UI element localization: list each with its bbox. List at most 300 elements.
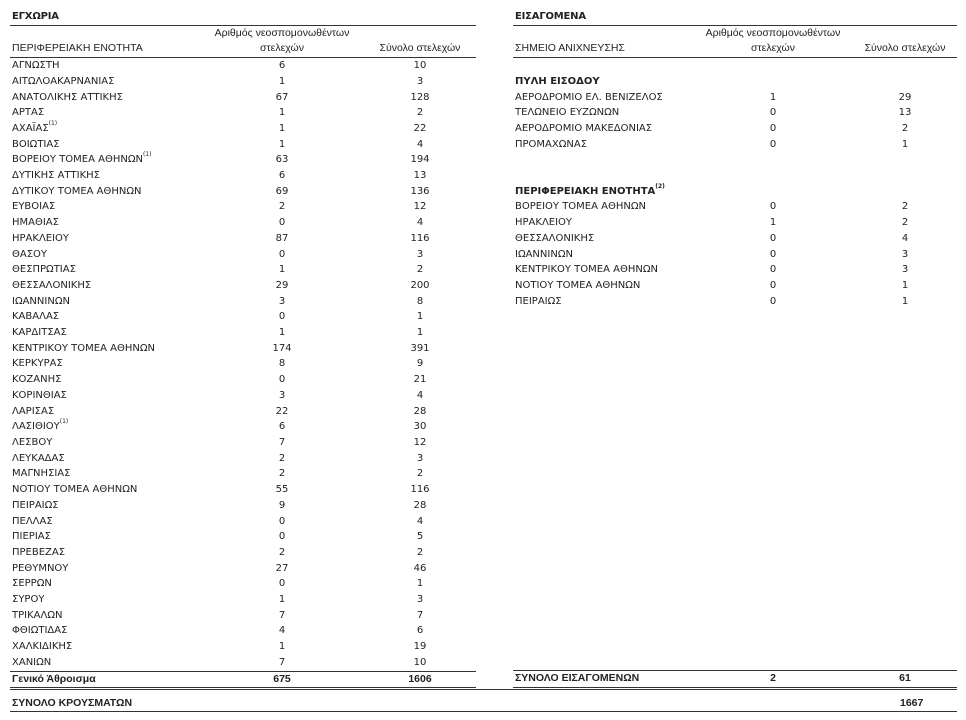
total-isolates-value: 4: [416, 217, 424, 229]
table-row: [10, 498, 476, 514]
region-name: [10, 58, 200, 74]
new-isolates-value: 0: [769, 295, 777, 307]
region-name-text: ΗΡΑΚΛΕΙΟΥ: [12, 232, 70, 244]
total-isolates-value: 19: [413, 641, 427, 653]
region-name: [10, 152, 200, 168]
region-name-text: ΕΥΒΟΙΑΣ: [12, 201, 56, 213]
footnote-marker: (1): [59, 418, 69, 426]
table-row: [513, 105, 957, 121]
new-isolates-value: 3: [278, 295, 286, 307]
new-isolates-value: 9: [278, 499, 286, 511]
spacer-cell: [513, 58, 957, 74]
header-row-bottom: [10, 41, 476, 57]
table-row: [10, 608, 476, 624]
new-isolates-value: 0: [769, 248, 777, 260]
new-isolates-value: 0: [278, 248, 286, 260]
table-row: [10, 435, 476, 451]
total-isolates-value: 1: [901, 279, 909, 291]
table-row: [10, 545, 476, 561]
region-name: [10, 215, 200, 231]
table-row: [10, 199, 476, 215]
table-row: [10, 482, 476, 498]
total-isolates-value: 7: [416, 609, 424, 621]
new-isolates-value: 0: [278, 374, 286, 386]
spacer-cell: [513, 639, 957, 655]
total-row: [513, 671, 957, 688]
spacer-cell: [513, 341, 957, 357]
table-row: [10, 294, 476, 310]
spacer-row: [513, 58, 957, 74]
region-name: [10, 655, 200, 671]
region-name: [10, 435, 200, 451]
new-isolates-value: 27: [275, 562, 289, 574]
table-row: [10, 105, 476, 121]
new-isolates-value: 0: [278, 515, 286, 527]
table-row: [10, 404, 476, 420]
region-name-text: ΧΑΛΚΙΔΙΚΗΣ: [12, 641, 73, 653]
region-name-text: ΑΡΤΑΣ: [12, 107, 45, 119]
new-isolates-value: 174: [272, 342, 292, 354]
spacer-cell: [513, 560, 957, 576]
spacer-cell: [513, 545, 957, 561]
total-isolates-value: 1: [901, 138, 909, 150]
total-isolates-value: 2: [901, 122, 909, 134]
total-label: ΣΥΝΟΛΟ ΕΙΣΑΓΟΜΕΝΩΝ: [513, 671, 693, 688]
total-isolates-value: 194: [410, 154, 430, 166]
region-name: [10, 309, 200, 325]
table-row: [10, 372, 476, 388]
total-isolates-value: 116: [410, 232, 430, 244]
spacer-cell: [513, 309, 957, 325]
total-isolates-value: 2: [901, 217, 909, 229]
new-isolates-value: 1: [278, 138, 286, 150]
new-isolates-value: 0: [769, 138, 777, 150]
total-isolates-value: 30: [413, 421, 427, 433]
new-isolates-value: 0: [769, 279, 777, 291]
grand-total-row: [10, 696, 957, 712]
spacer-cell: [513, 607, 957, 623]
region-name-text: ΘΕΣΣΑΛΟΝΙΚΗΣ: [12, 279, 92, 291]
total-isolates-value: 3: [416, 75, 424, 87]
region-name-text: ΛΑΡΙΣΑΣ: [12, 405, 55, 417]
spacer-cell: [513, 388, 957, 404]
total-isolates-value: 4: [416, 515, 424, 527]
region-name-text: ΒΟΡΕΙΟΥ ΤΟΜΕΑ ΑΘΗΝΩΝ: [515, 201, 646, 213]
new-isolates-value: 67: [275, 91, 289, 103]
new-isolates-value: 0: [278, 311, 286, 323]
region-name-text: ΒΟΡΕΙΟΥ ΤΟΜΕΑ ΑΘΗΝΩΝ: [12, 154, 143, 166]
total-isolates-value: 5: [416, 531, 424, 543]
table-row: [513, 262, 957, 278]
table-row: [513, 231, 957, 247]
region-name-text: ΤΡΙΚΑΛΩΝ: [12, 609, 63, 621]
total-row: [10, 671, 476, 688]
total-all-value: 61: [853, 671, 957, 688]
grand-total-top-rule: [10, 689, 957, 690]
spacer-cell: [513, 466, 957, 482]
spacer-row: [513, 341, 957, 357]
region-name: [10, 419, 200, 435]
table-row: [10, 184, 476, 200]
spacer-cell: [513, 168, 957, 184]
region-name-text: ΘΑΣΟΥ: [12, 248, 48, 260]
total-isolates-value: 1: [901, 295, 909, 307]
total-isolates-value: 4: [901, 232, 909, 244]
spacer-cell: [513, 482, 957, 498]
group-title-text: ΠΕΡΙΦΕΡΕΙΑΚΗ ΕΝΟΤΗΤΑ: [515, 185, 656, 197]
spacer-row: [513, 309, 957, 325]
new-isolates-value: 1: [278, 264, 286, 276]
region-name-text: ΒΟΙΩΤΙΑΣ: [12, 138, 60, 150]
new-isolates-value: 4: [278, 625, 286, 637]
new-isolates-value: 22: [275, 405, 289, 417]
region-name-text: ΦΘΙΩΤΙΔΑΣ: [12, 625, 68, 637]
region-name-text: ΚΕΝΤΡΙΚΟΥ ΤΟΜΕΑ ΑΘΗΝΩΝ: [12, 342, 155, 354]
region-name: [513, 231, 693, 247]
spacer-row: [513, 482, 957, 498]
region-name: [10, 325, 200, 341]
region-name: [10, 576, 200, 592]
new-isolates-value: 1: [769, 217, 777, 229]
region-name: [10, 137, 200, 153]
total-isolates-value: 3: [901, 248, 909, 260]
section-title-row: [10, 9, 476, 25]
total-isolates-value: 3: [416, 594, 424, 606]
total-isolates-value: 46: [413, 562, 427, 574]
table-row: [10, 325, 476, 341]
table-row: [10, 58, 476, 74]
column-header-new-top: Αριθμός νεοσπομονωθέντων: [214, 26, 350, 39]
total-isolates-value: 200: [410, 279, 430, 291]
region-name: [513, 90, 693, 106]
total-isolates-value: 1: [416, 311, 424, 323]
group-title-entry-point: ΠΥΛΗ ΕΙΣΟΔΟΥ: [515, 75, 600, 87]
spacer-cell: [513, 529, 957, 545]
total-isolates-value: 21: [413, 374, 427, 386]
table-row: [10, 576, 476, 592]
total-isolates-value: 13: [898, 107, 912, 119]
region-name-text: ΔΥΤΙΚΗΣ ΑΤΤΙΚΗΣ: [12, 170, 100, 182]
region-name-text: ΠΕΙΡΑΙΩΣ: [515, 295, 562, 307]
region-name: [513, 262, 693, 278]
region-name: [10, 199, 200, 215]
spacer-row: [513, 623, 957, 639]
region-name: [10, 592, 200, 608]
grand-total-value: 1667: [900, 697, 924, 709]
table-row: [10, 623, 476, 639]
table-row: [10, 278, 476, 294]
column-header-total: Σύνολο στελεχών: [853, 41, 957, 57]
region-name-text: ΧΑΝΙΩΝ: [12, 656, 52, 668]
new-isolates-value: 0: [769, 122, 777, 134]
new-isolates-value: 55: [275, 484, 289, 496]
spacer-cell: [513, 498, 957, 514]
new-isolates-value: 1: [278, 327, 286, 339]
spacer-row: [513, 466, 957, 482]
region-name-text: ΚΟΡΙΝΘΙΑΣ: [12, 389, 67, 401]
total-isolates-value: 1: [416, 327, 424, 339]
spacer-row: [513, 388, 957, 404]
group-title-row: [513, 74, 957, 90]
domestic-cases-table: [10, 9, 476, 688]
column-header-region: ΠΕΡΙΦΕΡΕΙΑΚΗ ΕΝΟΤΗΤΑ: [10, 41, 200, 57]
region-name: [10, 184, 200, 200]
region-name-text: ΛΕΥΚΑΔΑΣ: [12, 452, 65, 464]
total-isolates-value: 116: [410, 484, 430, 496]
total-isolates-value: 3: [416, 248, 424, 260]
imported-cases-table: [513, 9, 957, 688]
region-name-text: ΑΙΤΩΛΟΑΚΑΡΝΑΝΙΑΣ: [12, 75, 115, 87]
spacer-cell: [513, 403, 957, 419]
spacer-row: [513, 529, 957, 545]
table-row: [513, 294, 957, 310]
region-name: [10, 341, 200, 357]
region-name-text: ΘΕΣΣΑΛΟΝΙΚΗΣ: [515, 232, 595, 244]
table-row: [10, 231, 476, 247]
new-isolates-value: 29: [275, 279, 289, 291]
total-isolates-value: 2: [416, 468, 424, 480]
spacer-row: [513, 576, 957, 592]
spacer-row: [513, 513, 957, 529]
region-name: [10, 356, 200, 372]
region-name-text: ΚΑΡΔΙΤΣΑΣ: [12, 327, 67, 339]
table-row: [513, 90, 957, 106]
region-name: [513, 247, 693, 263]
total-isolates-value: 128: [410, 91, 430, 103]
new-isolates-value: 1: [278, 122, 286, 134]
region-name: [513, 121, 693, 137]
spacer-row: [513, 654, 957, 670]
region-name-text: ΣΥΡΟΥ: [12, 594, 45, 606]
table-row: [10, 152, 476, 168]
region-name: [513, 294, 693, 310]
table-row: [10, 561, 476, 577]
region-name: [513, 278, 693, 294]
header-row-bottom: [513, 41, 957, 57]
table-row: [10, 466, 476, 482]
spacer-row: [513, 372, 957, 388]
region-name: [10, 482, 200, 498]
total-isolates-value: 136: [410, 185, 430, 197]
spacer-row: [513, 545, 957, 561]
region-name: [10, 623, 200, 639]
new-isolates-value: 87: [275, 232, 289, 244]
table-row: [10, 74, 476, 90]
total-label: Γενικό Άθροισμα: [10, 671, 200, 688]
region-name: [10, 451, 200, 467]
new-isolates-value: 0: [769, 201, 777, 213]
total-isolates-value: 10: [413, 60, 427, 72]
region-name: [10, 514, 200, 530]
table-row: [10, 529, 476, 545]
region-name: [10, 466, 200, 482]
table-row: [10, 451, 476, 467]
table-row: [513, 137, 957, 153]
table-row: [10, 262, 476, 278]
region-name-text: ΣΕΡΡΩΝ: [12, 578, 52, 590]
region-name-text: ΑΓΝΩΣΤΗ: [12, 60, 60, 72]
spacer-row: [513, 356, 957, 372]
region-name-text: ΚΕΡΚΥΡΑΣ: [12, 358, 63, 370]
footnote-marker: (1): [48, 119, 58, 127]
new-isolates-value: 2: [278, 452, 286, 464]
region-name-text: ΛΑΣΙΘΙΟΥ: [12, 421, 60, 433]
total-isolates-value: 28: [413, 499, 427, 511]
spacer-row: [513, 419, 957, 435]
region-name-text: ΑΕΡΟΔΡΟΜΙΟ ΕΛ. ΒΕΝΙΖΕΛΟΣ: [515, 91, 663, 103]
total-isolates-value: 12: [413, 436, 427, 448]
group-title-row: [513, 184, 957, 200]
spacer-cell: [513, 654, 957, 670]
region-name: [10, 561, 200, 577]
spacer-cell: [513, 592, 957, 608]
region-name-text: ΚΕΝΤΡΙΚΟΥ ΤΟΜΕΑ ΑΘΗΝΩΝ: [515, 264, 658, 276]
total-isolates-value: 8: [416, 295, 424, 307]
table-row: [10, 655, 476, 671]
table-row: [10, 90, 476, 106]
column-header-new-top: Αριθμός νεοσπομονωθέντων: [705, 26, 841, 39]
table-row: [10, 419, 476, 435]
table-row: [10, 247, 476, 263]
region-name: [10, 639, 200, 655]
region-name: [10, 388, 200, 404]
total-new-value: 2: [693, 671, 853, 688]
grand-total-label: ΣΥΝΟΛΟ ΚΡΟΥΣΜΑΤΩΝ: [12, 697, 133, 709]
spacer-cell: [513, 419, 957, 435]
new-isolates-value: 6: [278, 60, 286, 72]
region-name-text: ΝΟΤΙΟΥ ΤΟΜΕΑ ΑΘΗΝΩΝ: [515, 279, 641, 291]
new-isolates-value: 69: [275, 185, 289, 197]
total-isolates-value: 3: [416, 452, 424, 464]
region-name-text: ΑΕΡΟΔΡΟΜΙΟ ΜΑΚΕΔΟΝΙΑΣ: [515, 122, 653, 134]
total-isolates-value: 4: [416, 389, 424, 401]
total-isolates-value: 2: [901, 201, 909, 213]
section-title-row: [513, 9, 957, 25]
new-isolates-value: 2: [278, 201, 286, 213]
spacer-row: [513, 152, 957, 168]
region-name-text: ΜΑΓΝΗΣΙΑΣ: [12, 468, 71, 480]
total-isolates-value: 28: [413, 405, 427, 417]
total-isolates-value: 2: [416, 546, 424, 558]
new-isolates-value: 7: [278, 656, 286, 668]
region-name-text: ΠΡΟΜΑΧΩΝΑΣ: [515, 138, 588, 150]
total-isolates-value: 29: [898, 91, 912, 103]
new-isolates-value: 7: [278, 436, 286, 448]
region-name: [10, 168, 200, 184]
spacer-row: [513, 498, 957, 514]
region-name: [10, 105, 200, 121]
region-name: [10, 121, 200, 137]
table-row: [10, 121, 476, 137]
table-row: [10, 215, 476, 231]
region-name: [10, 372, 200, 388]
new-isolates-value: 2: [278, 546, 286, 558]
table-row: [513, 215, 957, 231]
spacer-row: [513, 168, 957, 184]
new-isolates-value: 6: [278, 421, 286, 433]
region-name: [10, 404, 200, 420]
new-isolates-value: 1: [278, 594, 286, 606]
total-isolates-value: 1: [416, 578, 424, 590]
new-isolates-value: 1: [769, 91, 777, 103]
table-row: [10, 388, 476, 404]
table-row: [10, 639, 476, 655]
table-row: [10, 514, 476, 530]
section-title: ΕΙΣΑΓΟΜΕΝΑ: [513, 9, 957, 25]
total-isolates-value: 13: [413, 170, 427, 182]
header-row-top: [10, 25, 476, 41]
total-isolates-value: 2: [416, 264, 424, 276]
column-header-new-bottom: στελεχών: [200, 41, 364, 57]
spacer-row: [513, 325, 957, 341]
region-name: [10, 608, 200, 624]
region-name-text: ΙΩΑΝΝΙΝΩΝ: [515, 248, 573, 260]
table-row: [513, 199, 957, 215]
new-isolates-value: 1: [278, 641, 286, 653]
spacer-row: [513, 435, 957, 451]
new-isolates-value: 63: [275, 154, 289, 166]
region-name-text: ΤΕΛΩΝΕΙΟ ΕΥΖΩΝΩΝ: [515, 107, 620, 119]
spacer-cell: [513, 372, 957, 388]
region-name-text: ΙΩΑΝΝΙΝΩΝ: [12, 295, 70, 307]
table-row: [10, 356, 476, 372]
spacer-cell: [513, 152, 957, 168]
total-isolates-value: 391: [410, 342, 430, 354]
new-isolates-value: 8: [278, 358, 286, 370]
region-name: [10, 278, 200, 294]
header-row-top: [513, 25, 957, 41]
total-isolates-value: 6: [416, 625, 424, 637]
table-row: [513, 247, 957, 263]
footnote-marker: (2): [655, 182, 665, 190]
new-isolates-value: 1: [278, 107, 286, 119]
region-name-text: ΡΕΘΥΜΝΟΥ: [12, 562, 69, 574]
total-new-value: 675: [200, 671, 364, 688]
region-name: [10, 294, 200, 310]
total-isolates-value: 12: [413, 201, 427, 213]
spacer-cell: [513, 356, 957, 372]
table-row: [10, 137, 476, 153]
table-row: [10, 341, 476, 357]
column-header-total: Σύνολο στελεχών: [364, 41, 476, 57]
region-name: [513, 215, 693, 231]
region-name-text: ΗΜΑΘΙΑΣ: [12, 217, 59, 229]
region-name-text: ΚΟΖΑΝΗΣ: [12, 374, 62, 386]
region-name: [10, 74, 200, 90]
table-row: [10, 309, 476, 325]
spacer-row: [513, 560, 957, 576]
region-name-text: ΘΕΣΠΡΩΤΙΑΣ: [12, 264, 76, 276]
region-name: [10, 231, 200, 247]
region-name-text: ΠΙΕΡΙΑΣ: [12, 531, 51, 543]
total-isolates-value: 10: [413, 656, 427, 668]
column-header-new-bottom: στελεχών: [693, 41, 853, 57]
spacer-row: [513, 451, 957, 467]
region-name: [10, 247, 200, 263]
region-name-text: ΠΕΙΡΑΙΩΣ: [12, 499, 59, 511]
region-name: [10, 529, 200, 545]
spacer-cell: [513, 623, 957, 639]
table-row: [10, 592, 476, 608]
new-isolates-value: 0: [769, 264, 777, 276]
total-all-value: 1606: [364, 671, 476, 688]
new-isolates-value: 0: [278, 531, 286, 543]
group-title-regional-unit: [513, 184, 957, 200]
region-name: [10, 262, 200, 278]
spacer-row: [513, 607, 957, 623]
region-name-text: ΚΑΒΑΛΑΣ: [12, 311, 60, 323]
column-header-detection-point: ΣΗΜΕΙΟ ΑΝΙΧΝΕΥΣΗΣ: [513, 41, 693, 57]
